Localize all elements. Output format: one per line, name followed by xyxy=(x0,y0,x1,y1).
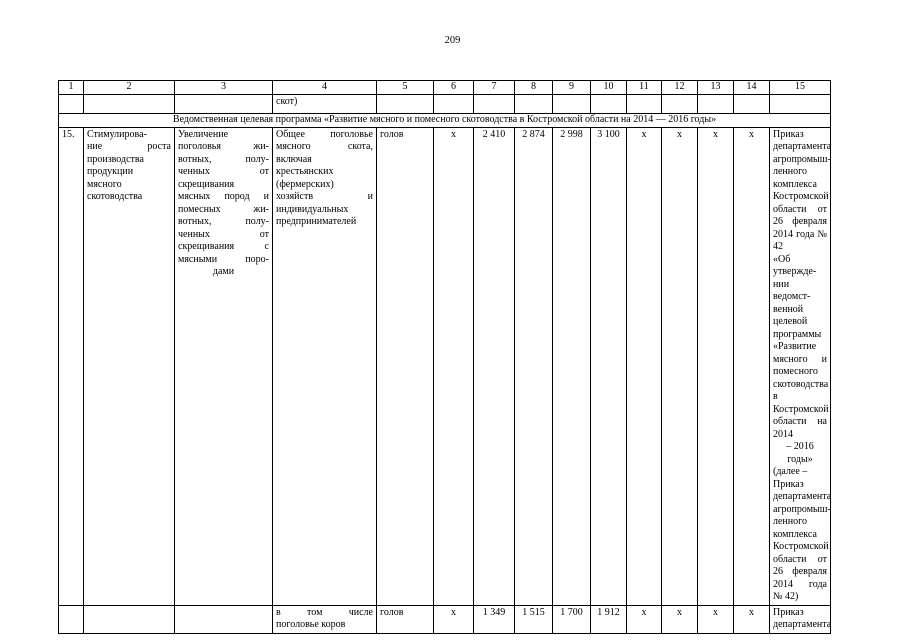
source-line: Костромской xyxy=(773,403,829,415)
table-row xyxy=(59,605,831,633)
value-cell: х xyxy=(734,605,770,633)
source-line: 2014 года № 42 xyxy=(773,228,827,252)
source-line: департамента xyxy=(773,491,832,502)
source-line: 26 февраля xyxy=(773,216,827,227)
result-line: мясных пород и xyxy=(178,191,269,202)
source-line: «Об утвержде- xyxy=(773,253,817,277)
column-number: 1 xyxy=(59,81,84,95)
indicator-line: (фермерских) xyxy=(276,178,334,190)
column-number: 14 xyxy=(734,81,770,95)
table-row xyxy=(59,127,831,605)
column-number-row xyxy=(59,81,831,95)
column-number: 7 xyxy=(474,81,515,95)
source-line: 26 февраля xyxy=(773,566,827,577)
result-line: Увеличение xyxy=(178,128,229,140)
column-number: 3 xyxy=(175,81,273,95)
source-line: «Развитие xyxy=(773,341,817,352)
indicator-line: мясного скота, xyxy=(276,141,373,152)
program-title-row xyxy=(59,113,831,127)
source-line: агропромыш- xyxy=(773,503,831,515)
result-line: мясными поро- xyxy=(178,253,269,265)
result-line: дами xyxy=(212,266,235,277)
program-table xyxy=(58,80,831,634)
source-line: 2014 года xyxy=(773,578,827,590)
value-cell: 3 100 xyxy=(591,127,627,605)
measure-cell xyxy=(84,127,175,605)
column-number: 5 xyxy=(377,81,434,95)
measure-line: Стимулирова- xyxy=(87,128,147,140)
source-line: венной целевой xyxy=(773,303,808,327)
source-line: № 42) xyxy=(773,591,799,602)
source-line: департамента xyxy=(773,141,832,152)
page-number: 209 xyxy=(444,35,461,46)
value-cell: х xyxy=(698,127,734,605)
unit-cell: голов xyxy=(377,127,434,605)
indicator-line: крестьянских xyxy=(276,166,334,177)
result-line: помесных жи- xyxy=(178,203,269,215)
source-line: Костромской xyxy=(773,191,829,202)
result-cell xyxy=(175,127,273,605)
indicator-line: Общее поголовье xyxy=(276,128,373,140)
value-cell: х xyxy=(734,127,770,605)
value-cell: х xyxy=(627,605,662,633)
result-line: вотных, полу- xyxy=(178,216,269,227)
column-number: 11 xyxy=(627,81,662,95)
source-line: помесного xyxy=(773,366,818,377)
value-cell: 2 874 xyxy=(515,127,553,605)
value-cell: х xyxy=(662,605,698,633)
value-cell: 1 515 xyxy=(515,605,553,633)
source-line: комплекса xyxy=(773,528,817,540)
indicator-line: в том числе xyxy=(276,606,373,618)
result-line: ченных от xyxy=(178,228,269,240)
column-number: 10 xyxy=(591,81,627,95)
value-cell: 1 349 xyxy=(474,605,515,633)
value-cell: 1 912 xyxy=(591,605,627,633)
measure-line: производства xyxy=(87,153,144,165)
source-line: мясного и xyxy=(773,353,827,365)
result-line: ченных от xyxy=(178,166,269,177)
indicator-line: индивидуальных xyxy=(276,203,349,215)
source-line: Костромской xyxy=(773,541,829,552)
source-line: ленного xyxy=(773,516,807,527)
source-line: области от xyxy=(773,203,827,215)
indicator-line: предпринимателей xyxy=(276,216,357,227)
value-cell: 2 410 xyxy=(474,127,515,605)
indicator-cell xyxy=(273,605,377,633)
source-line: ленного xyxy=(773,166,807,177)
source-line: Приказ xyxy=(773,128,804,140)
row-number: 15. xyxy=(59,127,84,605)
source-line: Приказ xyxy=(773,606,804,618)
value-cell: 1 700 xyxy=(553,605,591,633)
value-cell: х xyxy=(698,605,734,633)
source-line: (далее – Приказ xyxy=(773,466,808,490)
value-cell: х xyxy=(627,127,662,605)
source-line: агропромыш- xyxy=(773,153,831,165)
column-number: 8 xyxy=(515,81,553,95)
measure-line: ние роста xyxy=(87,141,171,152)
program-title: Ведомственная целевая программа «Развитие мясного и помесного скотоводства в Костромской области на 2014 — 2016 годы» xyxy=(59,113,831,127)
source-cell xyxy=(770,127,831,605)
source-line: – 2016 годы» xyxy=(786,441,814,465)
value-cell: х xyxy=(434,605,474,633)
source-line: области от xyxy=(773,553,827,565)
column-number: 12 xyxy=(662,81,698,95)
value-cell: х xyxy=(662,127,698,605)
measure-line: скотоводства xyxy=(87,191,143,202)
indicator-cell xyxy=(273,127,377,605)
value-cell: х xyxy=(434,127,474,605)
continuation-row xyxy=(59,94,831,113)
column-number: 4 xyxy=(273,81,377,95)
indicator-line: включая xyxy=(276,153,312,165)
source-line: департамента xyxy=(773,619,832,630)
source-line: области на 2014 xyxy=(773,416,827,440)
column-number: 2 xyxy=(84,81,175,95)
result-line: скрещивания xyxy=(178,178,235,190)
continuation-text: скот) xyxy=(273,94,377,113)
column-number: 9 xyxy=(553,81,591,95)
column-number: 15 xyxy=(770,81,831,95)
unit-cell: голов xyxy=(377,605,434,633)
result-line: вотных, полу- xyxy=(178,153,269,165)
source-line: программы xyxy=(773,328,822,340)
source-cell xyxy=(770,605,831,633)
column-number: 13 xyxy=(698,81,734,95)
value-cell: 2 998 xyxy=(553,127,591,605)
result-line: скрещивания с xyxy=(178,241,269,252)
column-number: 6 xyxy=(434,81,474,95)
result-line: поголовья жи- xyxy=(178,141,269,152)
measure-line: продукции xyxy=(87,166,134,177)
source-line: нии ведомст- xyxy=(773,278,811,302)
indicator-line: хозяйств и xyxy=(276,191,373,202)
source-line: комплекса xyxy=(773,178,817,190)
indicator-line: поголовье коров xyxy=(276,619,346,630)
measure-line: мясного xyxy=(87,178,122,190)
source-line: скотоводства в xyxy=(773,378,829,402)
